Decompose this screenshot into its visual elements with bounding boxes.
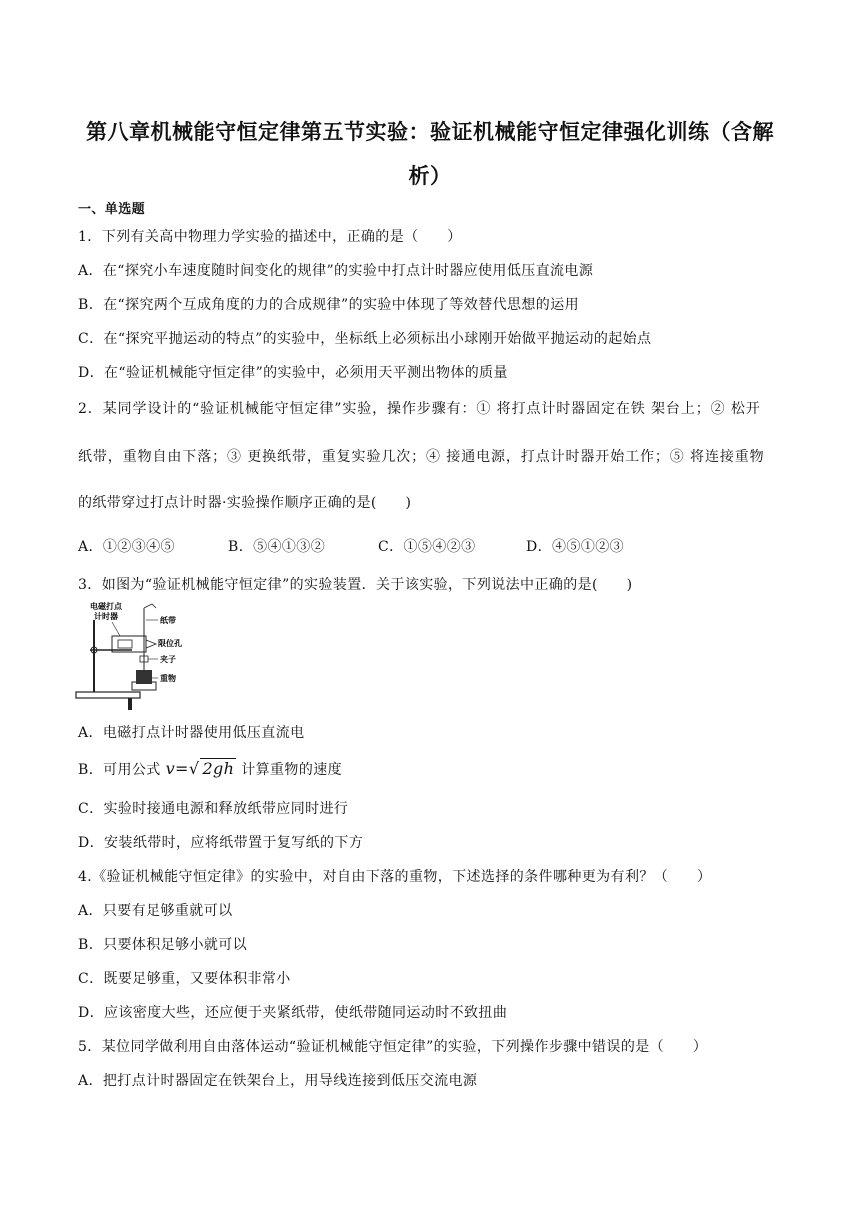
q1-option-c: C．在“探究平抛运动的特点”的实验中，坐标纸上必须标出小球刚开始做平抛运动的起始点 xyxy=(78,331,652,347)
label-tape: 纸带 xyxy=(160,616,176,625)
experiment-apparatus-figure xyxy=(72,600,202,712)
q5-stem: 5．某位同学做利用自由落体运动“验证机械能守恒定律”的实验，下列操作步骤中错误的是（ ） xyxy=(78,1039,708,1055)
q3-option-c: C．实验时接通电源和释放纸带应同时进行 xyxy=(78,801,349,817)
q3-option-a: A．电磁打点计时器使用低压直流电 xyxy=(78,725,305,741)
weight-block xyxy=(136,670,152,684)
formula-lhs: v xyxy=(165,759,176,778)
q3-option-b-prefix: B．可用公式 xyxy=(78,762,161,778)
label-weight: 重物 xyxy=(160,674,176,683)
formula-radicand: 2gh xyxy=(202,759,235,778)
document-title-line1: 第八章机械能守恒定律第五节实验：验证机械能守恒定律强化训练（含解 xyxy=(86,120,774,144)
limit-hole-mark xyxy=(146,640,156,648)
q3-stem: 3．如图为“验证机械能守恒定律”的实验装置．关于该实验，下列说法中正确的是( ) xyxy=(78,577,633,593)
q3-option-b-suffix: 计算重物的速度 xyxy=(241,762,343,778)
tape-top xyxy=(144,604,156,608)
q1-option-b: B．在“探究两个互成角度的力的合成规律”的实验中体现了等效替代思想的运用 xyxy=(78,297,580,313)
q2-option-a: A．①②③④⑤ xyxy=(78,539,175,555)
leader-timer xyxy=(112,622,120,636)
timer-coil xyxy=(118,640,132,648)
q1-option-a: A．在“探究小车速度随时间变化的规律”的实验中打点计时器应使用低压直流电源 xyxy=(78,263,594,279)
q3-option-d: D．安装纸带时，应将纸带置于复写纸的下方 xyxy=(78,835,364,851)
q1-stem: 1．下列有关高中物理力学实验的描述中，正确的是（ ） xyxy=(78,229,462,245)
q4-option-b: B．只要体积足够小就可以 xyxy=(78,937,248,953)
formula-equals: = xyxy=(175,759,189,778)
q2-option-b: B．⑤④①③② xyxy=(228,539,326,555)
q2-option-c: C．①⑤④②③ xyxy=(378,539,476,555)
q4-stem: 4.《验证机械能守恒定律》的实验中，对自由下落的重物，下述选择的条件哪种更为有利？（ ） xyxy=(78,869,712,885)
section-heading: 一、单选题 xyxy=(78,202,146,217)
document-title-line2: 析） xyxy=(408,164,452,188)
q2-stem-line2: 纸带，重物自由下落；③ 更换纸带，重复实验几次；④ 接通电源，打点计时器开始工作；⑤ 将连接重物 xyxy=(78,449,765,465)
q1-option-d: D．在“验证机械能守恒定律”的实验中，必须用天平测出物体的质量 xyxy=(78,365,508,381)
stand-base xyxy=(76,692,140,698)
q3-formula xyxy=(166,759,237,778)
q2-stem-line1: 2．某同学设计的“验证机械能守恒定律”实验，操作步骤有：① 将打点计时器固定在铁 架台上；② 松开 xyxy=(78,401,761,417)
q4-option-d: D．应该密度大些，还应便于夹紧纸带，使纸带随同运动时不致扭曲 xyxy=(78,1005,508,1021)
q2-stem-line3: 的纸带穿过打点计时器·实验操作顺序正确的是( ) xyxy=(78,495,412,511)
q5-option-a: A．把打点计时器固定在铁架台上，用导线连接到低压交流电源 xyxy=(78,1073,478,1089)
label-timer-line1: 电磁打点 xyxy=(90,602,122,611)
q4-option-a: A．只要有足够重就可以 xyxy=(78,903,233,919)
q2-option-d: D．④⑤①②③ xyxy=(526,539,625,555)
stand-foot xyxy=(128,698,132,710)
q2-options xyxy=(78,536,624,556)
label-clip: 夹子 xyxy=(160,655,176,664)
sqrt-sign: √ xyxy=(188,759,200,778)
label-timer-line2: 计时器 xyxy=(94,612,118,621)
label-limit-hole: 限位孔 xyxy=(158,639,182,648)
q4-option-c: C．既要足够重，又要体积非常小 xyxy=(78,971,291,987)
q3-option-b xyxy=(78,758,342,779)
